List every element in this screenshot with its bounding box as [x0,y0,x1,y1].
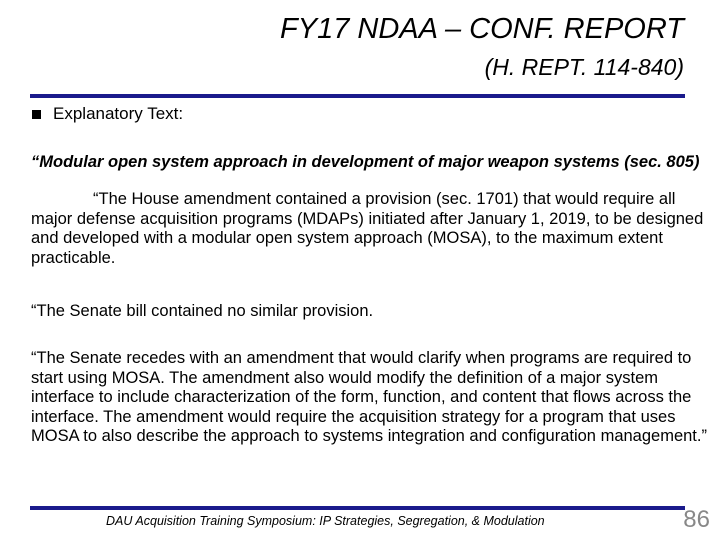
footer-text: DAU Acquisition Training Symposium: IP Strategies, Segregation, & Modulation [106,514,545,528]
bullet-item [32,104,183,124]
title-line-2: (H. REPT. 114-840) [484,54,684,80]
paragraph-senate-bill: “The Senate bill contained no similar provision. [31,302,374,320]
paragraph-house-amendment: “The House amendment contained a provision (sec. 1701) that would require all major defense acquisition programs (MDAPs) initiated after January 1, 2019, to be designed and developed with a modular open system approach (MOSA), to the maximum extent practicable. [31,190,704,267]
square-bullet-icon [32,110,41,119]
title-divider [30,94,685,98]
quote-heading: “Modular open system approach in development of major weapon systems (sec. 805) [31,153,700,171]
title-line-1: FY17 NDAA – CONF. REPORT [280,13,684,45]
paragraph-senate-recedes: “The Senate recedes with an amendment that would clarify when programs are required to start using MOSA. The amendment also would modify the definition of a major system interface to include characterization of the form, function, and content that flows across the interface. The amendment would require the acquisition strategy for a program that uses MOSA to also describe the approach to systems integration and configuration management.” [31,349,707,445]
bullet-text: Explanatory Text: [53,104,184,123]
page-number: 86 [683,506,710,533]
footer-divider [30,506,685,510]
